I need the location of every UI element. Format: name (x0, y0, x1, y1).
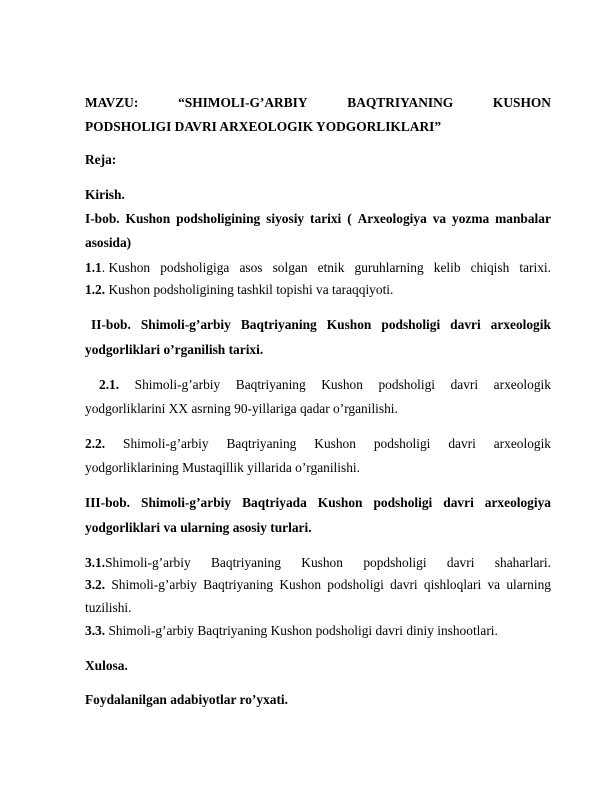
section-word: tarixi. (519, 260, 551, 275)
title-word: KUSHON (492, 95, 551, 110)
heading-word: I-bob. (85, 211, 120, 226)
section-word: podsholigi (327, 577, 384, 592)
section-1-1-first (85, 259, 150, 277)
introduction-label: Kirish. (85, 187, 125, 202)
heading-word: Kushon (125, 211, 171, 226)
heading-word: ( (347, 211, 352, 226)
section-word: Shimoli-g’arbiy (111, 577, 197, 592)
chapter-1-heading-line-2 (85, 234, 551, 252)
section-number: 3.2. (85, 577, 106, 592)
title-word: BAQTRIYANING (347, 95, 454, 110)
section-word: shaharlari. (494, 555, 551, 570)
section-word: . Kushon (101, 260, 151, 275)
section-number: 3.1. (85, 555, 106, 570)
section-3-3 (85, 622, 551, 640)
section-text: yodgorliklarini XX asrning 90-yillariga qadar o’rganilishi. (85, 401, 398, 416)
section-number: 1.2. (85, 282, 106, 297)
heading-word: podsholigi (381, 317, 441, 332)
section-2-2-line-1 (85, 435, 551, 453)
section-word: arxeologik (493, 436, 551, 451)
chapter-1-heading-line-1 (85, 210, 551, 228)
heading-word: Baqtriyaning (240, 317, 317, 332)
section-word: Baqtriyaning (203, 577, 274, 592)
heading-word: Baqtriyada (242, 495, 307, 510)
conclusion-label: Xulosa. (85, 658, 128, 673)
section-word: Baqtriyaning (226, 436, 297, 451)
title-word: MAVZU: (85, 95, 139, 110)
section-number: 1.1 (85, 260, 102, 275)
section-1-2 (85, 281, 551, 299)
section-text: Shimoli-g’arbiy Baqtriyaning Kushon podsholigi davri diniy inshootlari. (105, 623, 498, 638)
section-word: chiqish (470, 260, 510, 275)
section-word: asos (239, 260, 263, 275)
section-word: Kushon (301, 555, 343, 570)
section-3-1 (85, 554, 551, 572)
heading-word: yozma (452, 211, 490, 226)
section-word: popdsholigi (363, 555, 427, 570)
section-2-1-line-1 (85, 376, 551, 394)
heading-text: yodgorliklari va ularning asosiy turlari. (85, 520, 312, 535)
section-word: Kushon (279, 577, 322, 592)
chapter-3-heading-line-1 (85, 494, 551, 512)
section-3-1-first (85, 554, 191, 572)
section-number: 2.2. (85, 436, 106, 451)
section-word: davri (446, 555, 475, 570)
section-text: yodgorliklarining Mustaqillik yillarida o’rganilishi. (85, 460, 360, 475)
section-word: podsholigiga (160, 260, 230, 275)
section-word: va (487, 577, 501, 592)
heading-text: asosida) (85, 235, 132, 250)
section-word: Shimoli-g’arbiy (134, 377, 221, 392)
chapter-3-heading-line-2 (85, 519, 551, 537)
section-word: arxeologik (493, 377, 551, 392)
section-word: Kushon (321, 377, 363, 392)
title-line-1 (85, 94, 551, 112)
section-3-2-line-1 (85, 576, 551, 594)
heading-word: Shimoli-g’arbiy (141, 495, 232, 510)
section-word: davri (390, 577, 418, 592)
heading-word: va (432, 211, 447, 226)
chapter-2-heading-line-2 (85, 341, 551, 359)
section-3-2-line-2 (85, 599, 551, 617)
introduction-item (85, 186, 551, 204)
heading-word: Arxeologiya (357, 211, 427, 226)
section-word: solgan (272, 260, 308, 275)
section-word: guruhlarning (354, 260, 424, 275)
plan-label: Reja: (85, 152, 117, 167)
section-1-1 (85, 259, 551, 277)
heading-word: arxeologiya (484, 495, 551, 510)
section-word: davri (448, 436, 476, 451)
heading-word: III-bob. (85, 495, 131, 510)
section-word: podsholigi (373, 436, 431, 451)
heading-word: Kushon (326, 317, 372, 332)
document-page (85, 0, 551, 792)
conclusion-item (85, 657, 551, 675)
section-word: ularning (506, 577, 551, 592)
section-number: 2.1. (99, 377, 120, 392)
bibliography-item (85, 691, 551, 709)
section-2-2-line-2 (85, 459, 551, 477)
heading-word: Shimoli-g’arbiy (140, 317, 231, 332)
section-word: etnik (317, 260, 345, 275)
bibliography-label: Foydalanilgan adabiyotlar ro’yxati. (85, 692, 288, 707)
section-word: Baqtriyaning (235, 377, 306, 392)
heading-word: manbalar (495, 211, 551, 226)
section-word: Kushon (314, 436, 356, 451)
heading-word: podsholigining (176, 211, 261, 226)
section-2-1-line-2 (85, 400, 551, 418)
section-word: qishloqlari (423, 577, 482, 592)
heading-word: arxeologik (490, 317, 551, 332)
section-word: davri (450, 377, 479, 392)
section-number: 3.3. (85, 623, 106, 638)
heading-word: siyosiy (266, 211, 305, 226)
heading-word: II-bob. (91, 317, 131, 332)
section-word: podsholigi (378, 377, 436, 392)
heading-word: tarixi (310, 211, 342, 226)
plan-heading (85, 151, 551, 169)
heading-word: davri (450, 317, 481, 332)
title-line-2 (85, 118, 551, 136)
title-word: “SHIMOLI-G’ARBIY (178, 95, 308, 110)
section-text: Kushon podsholigining tashkil topishi va taraqqiyoti. (105, 282, 394, 297)
chapter-2-heading-line-1 (85, 316, 551, 334)
section-word: Shimoli-g’arbiy (123, 436, 209, 451)
heading-text: yodgorliklari o’rganilish tarixi. (85, 342, 264, 357)
heading-word: Kushon (317, 495, 363, 510)
section-word: kelib (433, 260, 461, 275)
section-word: Shimoli-g’arbiy (105, 555, 191, 570)
heading-word: podsholigi (373, 495, 433, 510)
section-text: tuzilishi. (85, 600, 132, 615)
heading-word: davri (443, 495, 474, 510)
title-text: PODSHOLIGI DAVRI ARXEOLOGIK YODGORLIKLARI” (85, 119, 442, 134)
section-word: Baqtriyaning (211, 555, 281, 570)
